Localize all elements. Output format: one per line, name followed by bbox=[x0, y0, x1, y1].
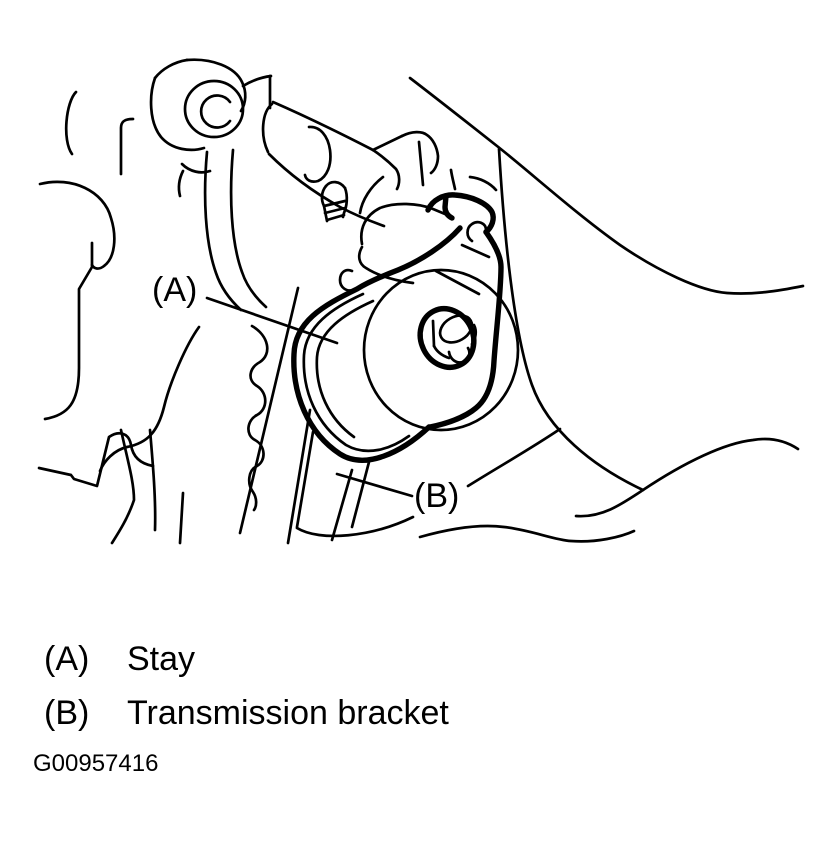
transmission-housing-lines bbox=[240, 78, 803, 543]
legend-key-a: (A) bbox=[44, 640, 90, 678]
small-bolt-drawing bbox=[322, 182, 347, 221]
legend-row-a bbox=[44, 640, 195, 678]
center-bolt-drawing bbox=[410, 300, 483, 377]
legend-label-b: Transmission bracket bbox=[127, 694, 449, 732]
legend-label-a: Stay bbox=[127, 640, 196, 678]
bracket-outline bbox=[340, 195, 501, 427]
legend-row-b bbox=[44, 694, 449, 732]
legend-key-b: (B) bbox=[44, 694, 90, 732]
figure-id: G00957416 bbox=[33, 750, 159, 777]
callout-b-label: (B) bbox=[414, 477, 460, 515]
mount-boss-lines bbox=[151, 60, 271, 173]
callout-a-leader bbox=[207, 298, 337, 343]
stay-mount-drawing bbox=[294, 228, 518, 460]
rib-lines bbox=[205, 150, 266, 310]
callout-a-label: (A) bbox=[152, 271, 198, 309]
